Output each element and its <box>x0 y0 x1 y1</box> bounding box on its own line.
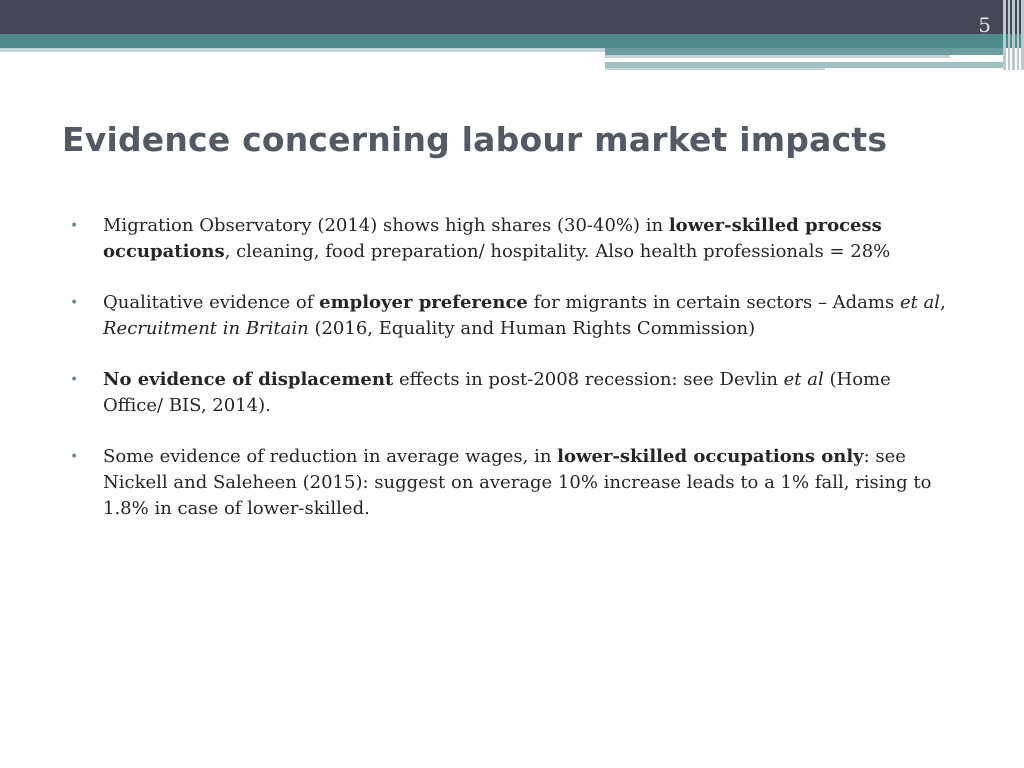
header-dark-bar <box>0 0 1024 34</box>
bullet-icon: • <box>70 449 79 465</box>
stripe <box>1008 0 1011 70</box>
stripe <box>1017 0 1020 70</box>
bullet-item <box>70 290 950 342</box>
bullet-item <box>70 367 950 419</box>
bullet-list <box>70 213 950 547</box>
slide-number: 5 <box>978 13 991 37</box>
header-accent-line <box>605 68 825 70</box>
bullet-icon: • <box>70 372 79 388</box>
header-teal-band <box>0 34 1024 48</box>
stripe <box>1012 0 1015 70</box>
bullet-text: Some evidence of reduction in average wages, in lower-skilled occupations only: see Nickell and Saleheen (2015): suggest on average 10% increase leads to a 1% fall, rising to 1.8% in case of lower-skilled. <box>103 446 932 519</box>
bullet-item <box>70 213 950 265</box>
bullet-text: Qualitative evidence of employer preference for migrants in certain sectors – Adams et al, Recruitment in Britain (2016, Equality and Human Rights Commission) <box>103 292 946 339</box>
bullet-icon: • <box>70 218 79 234</box>
header-accent-line <box>605 55 950 58</box>
bullet-icon: • <box>70 295 79 311</box>
header-light-band <box>0 48 605 52</box>
bullet-text: Migration Observatory (2014) shows high shares (30-40%) in lower-skilled process occupations, cleaning, food preparation/ hospitality. Also health professionals = 28% <box>103 215 891 262</box>
header-accent-line <box>605 48 1005 55</box>
slide-title: Evidence concerning labour market impacts <box>62 120 888 159</box>
stripe <box>1003 0 1006 70</box>
bullet-text: No evidence of displacement effects in post-2008 recession: see Devlin et al (Home Office/ BIS, 2014). <box>103 369 891 416</box>
bullet-item <box>70 444 950 522</box>
header-stripes <box>1003 0 1024 70</box>
